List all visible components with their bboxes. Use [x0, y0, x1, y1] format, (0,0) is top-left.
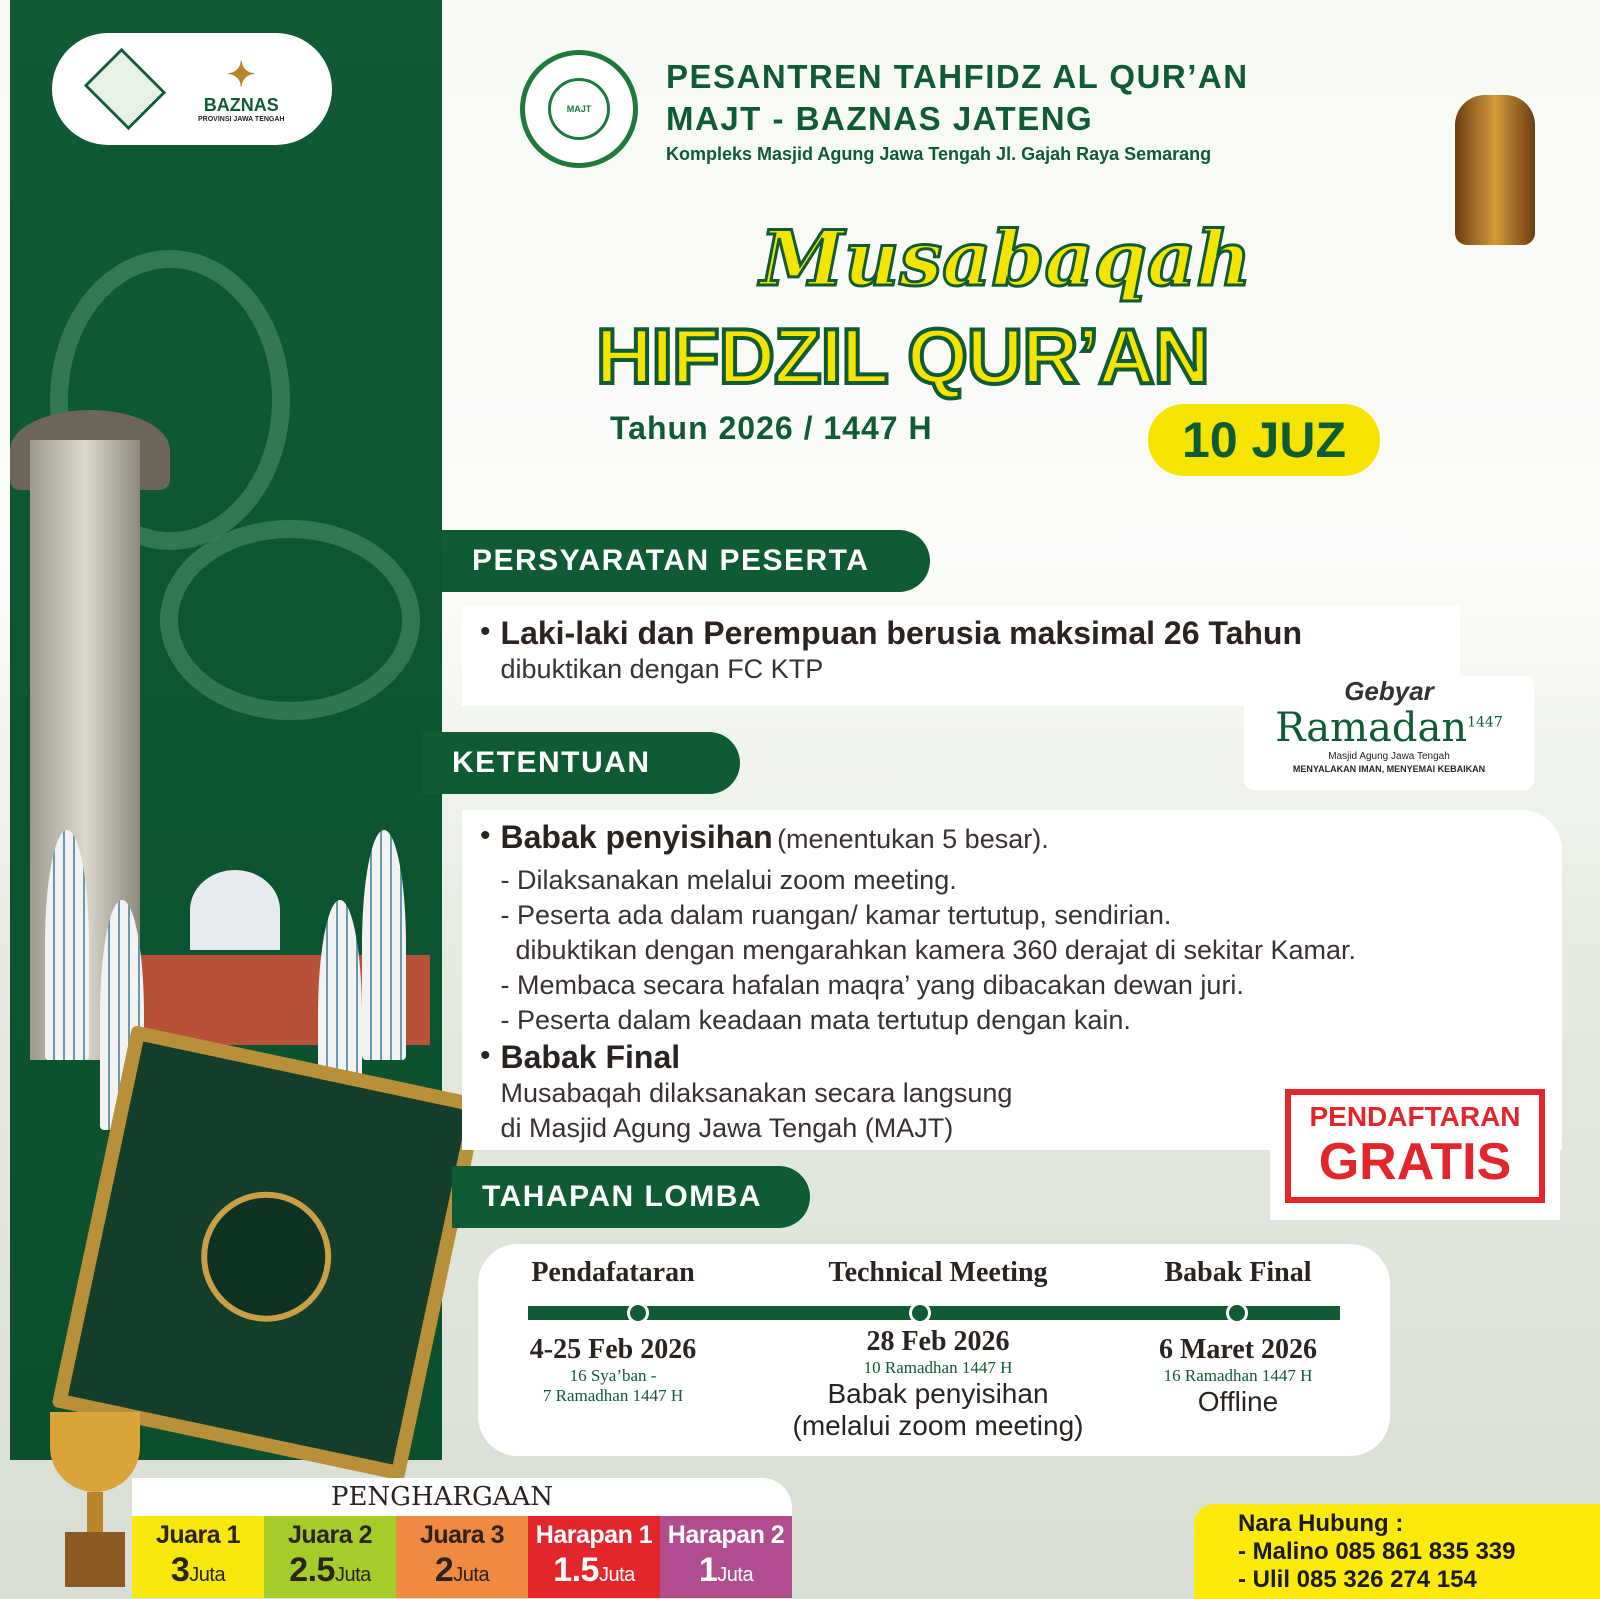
timeline-stage-technical-meeting: Technical Meeting 28 Feb 2026 10 Ramadhan 1447 H Babak penyisihan (melalui zoom meeting): [792, 1257, 1084, 1441]
juz-badge: 10 JUZ: [1148, 404, 1380, 476]
pendaftaran-gratis-stamp: PENDAFTARAN GRATIS: [1270, 1072, 1560, 1220]
prize-cell: [660, 1516, 792, 1598]
prize-amount: 3Juta: [170, 1551, 226, 1589]
prize-amount: 1Juta: [698, 1551, 754, 1589]
section-tab-persyaratan: PERSYARATAN PESERTA: [442, 530, 930, 592]
logo-pill: [52, 33, 332, 145]
contact-box: Nara Hubung : - Malino 085 861 835 339 - Ulil 085 326 274 154: [1194, 1504, 1600, 1599]
prize-amount: 2.5Juta: [289, 1551, 371, 1589]
timeline-stage-registration: Pendafataran 4-25 Feb 2026 16 Sya’ban - 7 Ramadhan 1447 H: [529, 1257, 697, 1405]
timeline-node: [909, 1302, 931, 1324]
section-tab-tahapan: TAHAPAN LOMBA: [452, 1166, 810, 1228]
prize-cell: [132, 1516, 264, 1598]
umbrella-image: [362, 830, 406, 1060]
prize-amount: 1.5Juta: [553, 1551, 635, 1589]
timeline-line: [528, 1306, 1340, 1320]
prize-amount: 2Juta: [434, 1551, 490, 1589]
institution-name: PESANTREN TAHFIDZ AL QUR’AN MAJT - BAZNAS JATENG: [666, 58, 1249, 137]
prize-list: [132, 1516, 792, 1598]
prize-label: Harapan 2: [667, 1521, 785, 1549]
prize-cell: [528, 1516, 660, 1598]
section-tab-ketentuan: KETENTUAN: [422, 732, 740, 794]
title-main: HIFDZIL QUR’AN: [596, 312, 1209, 400]
prize-label: Juara 1: [155, 1521, 241, 1549]
majt-logo: [84, 48, 166, 130]
title-year: Tahun 2026 / 1447 H: [610, 410, 933, 446]
lantern-image: [1455, 95, 1535, 245]
umbrella-image: [45, 830, 89, 1060]
penyisihan-list: - Dilaksanakan melalui zoom meeting. - Peserta ada dalam ruangan/ kamar tertutup, sendirian. dibuktikan dengan mengarahkan kamera 360 derajat di sekitar Kamar. - Membaca secara hafalan maqra’ yang dibacakan dewan juri. - Peserta dalam keadaan mata tertutup dengan kain.: [500, 865, 1357, 1035]
calligraphy-decoration: [160, 520, 420, 720]
prize-label: Juara 2: [287, 1521, 373, 1549]
timeline-stage-final: Babak Final 6 Maret 2026 16 Ramadhan 1447 H Offline: [1158, 1257, 1318, 1417]
persyaratan-box: • Laki-laki dan Perempuan berusia maksimal 26 Tahun dibuktikan dengan FC KTP: [462, 606, 1460, 706]
prize-cell: [396, 1516, 528, 1598]
baznas-logo: ✦ BAZNAS PROVINSI JAWA TENGAH: [198, 56, 285, 123]
institution-address: Kompleks Masjid Agung Jawa Tengah Jl. Gajah Raya Semarang: [666, 144, 1212, 164]
timeline-node: [627, 1302, 649, 1324]
timeline-box: [478, 1244, 1390, 1456]
pesantren-seal-logo: MAJT: [520, 50, 638, 168]
prize-label: Juara 3: [419, 1521, 505, 1549]
timeline-node: [1226, 1302, 1248, 1324]
penghargaan-box: PENGHARGAAN Juara 1 3Juta Juara 2 2.5Juta Juara 3 2Juta Harapan 1 1.5Juta Harapan 2 1Juta: [132, 1478, 792, 1598]
ketentuan-box: • Babak penyisihan (menentukan 5 besar). - Dilaksanakan melalui zoom meeting. - Peserta ada dalam ruangan/ kamar tertutup, sendirian. dibuktikan dengan mengarahkan kamera 360 derajat di sekitar Kamar. - Membaca secara hafalan maqra’ yang dibacakan dewan juri. - Peserta dalam keadaan mata tertutup dengan kain. • Babak Final Musabaqah dilaksanakan secara langsung di Masjid Agung Jawa Tengah (MAJT): [462, 810, 1562, 1150]
gebyar-ramadan-logo: Gebyar Ramadan$^{1447}$ Masjid Agung Jawa Tengah MENYALAKAN IMAN, MENYEMAI KEBAIKAN: [1244, 676, 1534, 790]
prize-cell: [264, 1516, 396, 1598]
mosque-dome-image: [190, 870, 280, 950]
prize-label: Harapan 1: [535, 1521, 653, 1549]
title-script: Musabaqah: [760, 214, 1252, 303]
